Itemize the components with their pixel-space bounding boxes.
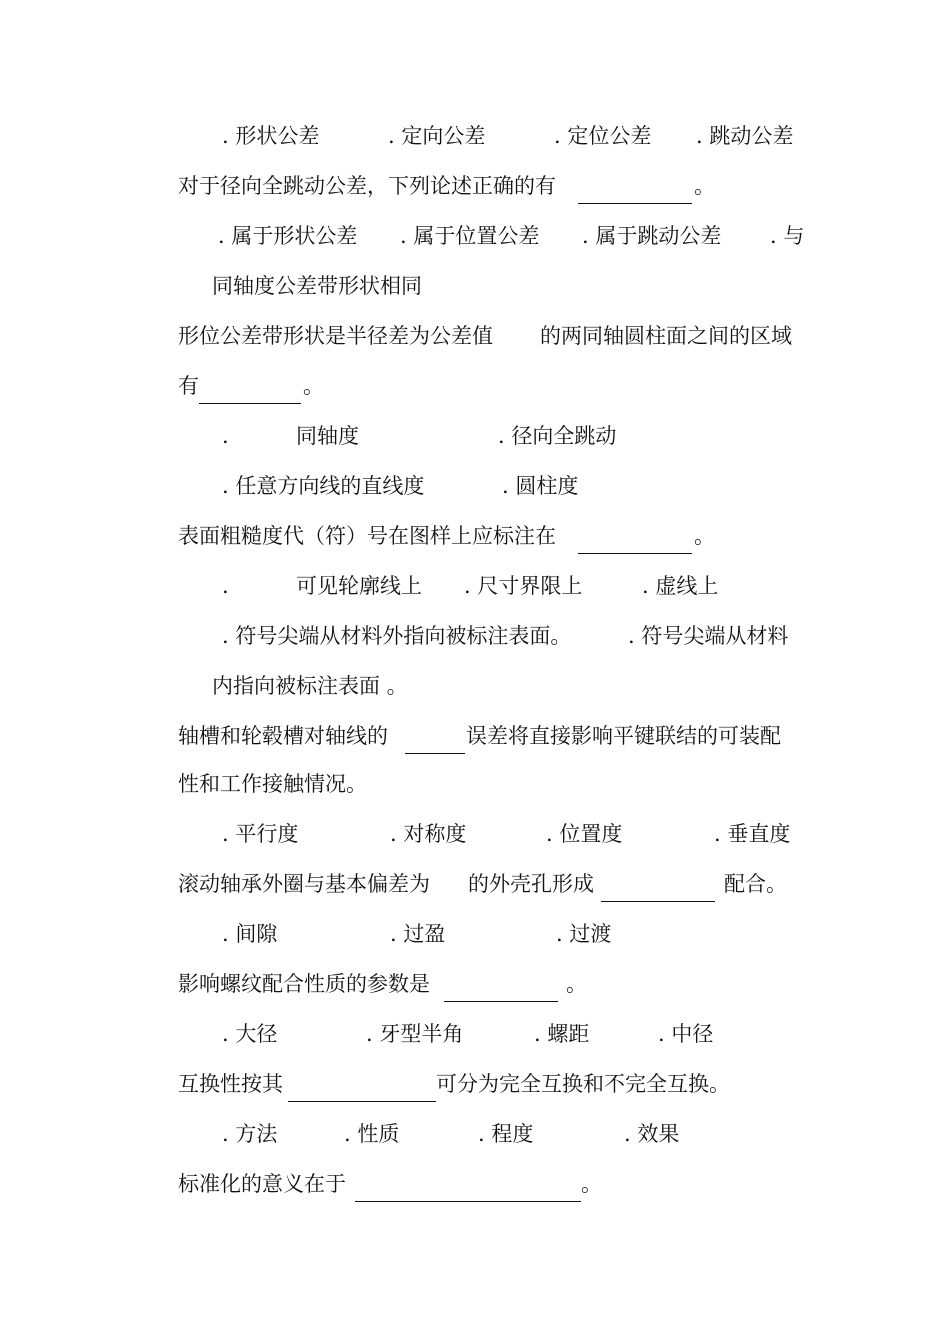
option-a-marker: . [222, 424, 229, 448]
question-3-options-row1 [0, 418, 950, 454]
question-text: 滚动轴承外圈与基本偏差为 [178, 872, 430, 896]
option-a: . 平行度 [222, 822, 299, 846]
option-b: . 径向全跳动 [498, 424, 617, 448]
option-b: . 过盈 [390, 922, 446, 946]
question-9-stem [0, 1166, 950, 1202]
option-a: . 间隙 [222, 922, 278, 946]
question-8-stem [0, 1066, 950, 1102]
answer-blank[interactable] [578, 168, 692, 204]
answer-blank[interactable] [578, 518, 692, 554]
answer-blank[interactable] [601, 866, 715, 902]
question-3-options-row2 [0, 468, 950, 504]
question-text: 互换性按其 [178, 1072, 283, 1096]
option-d: . 跳动公差 [696, 124, 794, 148]
option-d-continuation: 同轴度公差带形状相同 [212, 274, 422, 298]
option-c: . 定位公差 [554, 124, 652, 148]
question-5-stem-line2 [0, 766, 950, 802]
option-a: . 大径 [222, 1022, 278, 1046]
option-e-continuation: 内指向被标注表面 。 [212, 674, 408, 698]
question-text: 轴槽和轮毂槽对轴线的 [178, 724, 388, 748]
question-2-options [0, 218, 950, 254]
option-b: . 对称度 [390, 822, 467, 846]
question-text-end: 。 [581, 1172, 602, 1196]
option-a: 同轴度 [296, 424, 359, 448]
option-b: . 属于位置公差 [400, 224, 540, 248]
option-b: . 尺寸界限上 [464, 574, 583, 598]
question-6-stem [0, 866, 950, 902]
option-d: . 符号尖端从材料外指向被标注表面。 [222, 624, 572, 648]
question-4-options-cont [0, 668, 950, 704]
option-a: . 形状公差 [222, 124, 320, 148]
question-text: 对于径向全跳动公差，下列论述正确的有 [178, 174, 556, 198]
question-3-stem [0, 318, 950, 354]
option-c: . 任意方向线的直线度 [222, 474, 425, 498]
option-d: . 与 [770, 224, 805, 248]
question-text-mid: 的外壳孔形成 [468, 872, 594, 896]
answer-blank[interactable] [288, 1066, 436, 1102]
option-c: . 属于跳动公差 [582, 224, 722, 248]
option-d: . 中径 [658, 1022, 714, 1046]
question-text-cont: 的两同轴圆柱面之间的区域 [540, 324, 792, 348]
question-8-options [0, 1116, 950, 1152]
question-2-stem [0, 168, 950, 204]
answer-blank[interactable] [355, 1166, 581, 1202]
question-5-options [0, 816, 950, 852]
answer-blank[interactable] [444, 966, 558, 1002]
question-text-end: 。 [694, 524, 715, 548]
option-a-marker: . [222, 574, 229, 598]
question-text-end: 配合。 [724, 872, 787, 896]
question-1-options [0, 118, 950, 154]
question-6-options [0, 916, 950, 952]
question-text: 标准化的意义在于 [178, 1172, 346, 1196]
question-5-stem [0, 718, 950, 754]
question-text-end: 。 [694, 174, 715, 198]
question-text: 形位公差带形状是半径差为公差值 [178, 324, 493, 348]
option-a: 可见轮廓线上 [296, 574, 422, 598]
answer-blank[interactable] [199, 368, 301, 404]
option-b: . 性质 [344, 1122, 400, 1146]
option-d: . 效果 [624, 1122, 680, 1146]
question-4-options-row2 [0, 618, 950, 654]
option-c: . 程度 [478, 1122, 534, 1146]
question-text: 表面粗糙度代（符）号在图样上应标注在 [178, 524, 556, 548]
option-c: . 位置度 [546, 822, 623, 846]
option-c: . 过渡 [556, 922, 612, 946]
question-3-stem-line2 [0, 368, 950, 404]
option-d: . 垂直度 [714, 822, 791, 846]
option-d: . 圆柱度 [502, 474, 579, 498]
question-text-end: 可分为完全互换和不完全互换。 [436, 1072, 730, 1096]
question-text: 影响螺纹配合性质的参数是 [178, 972, 430, 996]
question-text: 有 [178, 374, 199, 398]
option-c: . 虚线上 [642, 574, 719, 598]
question-7-stem [0, 966, 950, 1002]
question-text-end: 。 [566, 972, 587, 996]
question-text-cont: 误差将直接影响平键联结的可装配 [466, 724, 781, 748]
option-b: . 定向公差 [388, 124, 486, 148]
option-a: . 方法 [222, 1122, 278, 1146]
answer-blank[interactable] [405, 718, 465, 754]
question-7-options [0, 1016, 950, 1052]
question-text: 性和工作接触情况。 [178, 772, 367, 796]
option-c: . 螺距 [534, 1022, 590, 1046]
question-4-options-row1 [0, 568, 950, 604]
option-a: . 属于形状公差 [218, 224, 358, 248]
option-b: . 牙型半角 [366, 1022, 464, 1046]
option-e: . 符号尖端从材料 [628, 624, 789, 648]
question-text-end: 。 [303, 374, 324, 398]
question-4-stem [0, 518, 950, 554]
question-2-options-cont [0, 268, 950, 304]
